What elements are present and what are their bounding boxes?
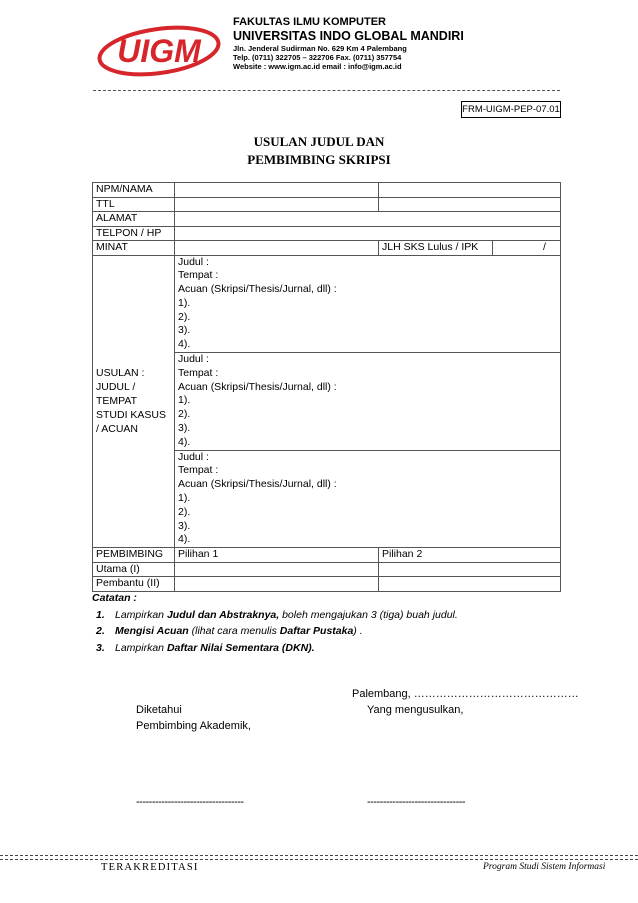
- header-divider: [93, 90, 560, 91]
- row-telpon: [93, 226, 561, 241]
- field-alamat[interactable]: [175, 212, 561, 227]
- sig-right-1: Yang mengusulkan,: [367, 704, 464, 716]
- row-utama: [93, 562, 561, 577]
- footer-divider: [0, 855, 638, 860]
- judul-label: Judul :: [178, 450, 209, 463]
- acuan-label: Acuan (Skripsi/Thesis/Jurnal, dll) :: [178, 478, 337, 491]
- field-npm[interactable]: [175, 183, 379, 198]
- footer-accreditation: TERAKREDITASI: [101, 862, 199, 873]
- sig-left-1: Diketahui: [136, 704, 182, 716]
- tempat-label: Tempat :: [178, 464, 219, 477]
- phone: Telp. (0711) 322705 – 322706 Fax. (0711) 357754: [233, 53, 402, 63]
- label-sks: JLH SKS Lulus / IPK: [379, 241, 493, 255]
- field-nama[interactable]: [379, 183, 561, 198]
- acuan-item: 3).: [178, 324, 191, 337]
- sig-left-line: ----------------------------------: [136, 796, 244, 808]
- row-npm: [93, 183, 561, 198]
- tempat-label: Tempat :: [178, 366, 219, 379]
- note-item: [92, 640, 458, 657]
- university-name: UNIVERSITAS INDO GLOBAL MANDIRI: [233, 29, 464, 44]
- title-line-1: USULAN JUDUL DAN: [253, 134, 385, 149]
- acuan-item: 3).: [178, 422, 191, 435]
- header-pilihan-2: Pilihan 2: [379, 548, 561, 563]
- note-bold: Daftar Nilai Sementara (DKN).: [166, 641, 315, 654]
- sig-right-line: -------------------------------: [367, 796, 466, 808]
- row-pembimbing: [93, 548, 561, 563]
- note-text: boleh mengajukan 3 (tiga) buah judul.: [279, 608, 458, 621]
- row-minat: [93, 241, 561, 256]
- label-alamat: ALAMAT: [93, 212, 175, 227]
- row-alamat: [93, 212, 561, 227]
- note-text: Lampirkan: [115, 641, 167, 654]
- label-telpon: TELPON / HP: [93, 226, 175, 241]
- acuan-item: 4).: [178, 435, 191, 448]
- field-sks-ipk[interactable]: [379, 241, 561, 256]
- acuan-item: 3).: [178, 519, 191, 532]
- proposal-block-1[interactable]: [175, 255, 561, 353]
- judul-label: Judul :: [178, 255, 209, 268]
- row-usulan-1: [93, 255, 561, 353]
- note-item: [92, 623, 458, 640]
- acuan-item: 1).: [178, 394, 191, 407]
- acuan-label: Acuan (Skripsi/Thesis/Jurnal, dll) :: [178, 283, 337, 296]
- acuan-item: 4).: [178, 533, 191, 546]
- acuan-item: 2).: [178, 408, 191, 421]
- label-utama: Utama (I): [93, 562, 175, 577]
- note-text: (lihat cara menulis: [188, 625, 280, 637]
- usulan-label-line: STUDI KASUS: [96, 409, 167, 422]
- label-npm: NPM/NAMA: [93, 183, 175, 198]
- note-bold: Daftar Pustaka: [279, 625, 354, 637]
- acuan-item: 1).: [178, 296, 191, 309]
- note-item: [92, 607, 458, 624]
- notes-section: [92, 590, 458, 656]
- usulan-label-line: JUDUL /: [96, 381, 136, 394]
- label-pembimbing: PEMBIMBING: [93, 548, 175, 563]
- field-utama-1[interactable]: [175, 562, 379, 577]
- place-date: Palembang, ………………………………………: [352, 688, 579, 700]
- label-ttl: TTL: [93, 197, 175, 212]
- proposal-block-2[interactable]: [175, 353, 561, 451]
- address: Jln. Jenderal Sudirman No. 629 Km 4 Palembang: [233, 44, 407, 54]
- notes-label: Catatan :: [92, 592, 137, 604]
- note-number: 2.: [96, 625, 105, 637]
- title-line-2: PEMBIMBING SKRIPSI: [247, 152, 391, 167]
- logo-text: UIGM: [117, 33, 201, 69]
- uigm-logo: [96, 20, 222, 82]
- acuan-label: Acuan (Skripsi/Thesis/Jurnal, dll) :: [178, 380, 337, 393]
- field-ttl-place[interactable]: [175, 197, 379, 212]
- field-ttl-date[interactable]: [379, 197, 561, 212]
- field-utama-2[interactable]: [379, 562, 561, 577]
- usulan-label-line: TEMPAT: [96, 395, 138, 408]
- label-pembantu: Pembantu (II): [93, 577, 175, 592]
- proposal-block-3[interactable]: [175, 450, 561, 548]
- sig-left-2: Pembimbing Akademik,: [136, 720, 251, 732]
- label-usulan: [93, 255, 175, 548]
- note-number: 1.: [96, 608, 105, 621]
- acuan-item: 4).: [178, 338, 191, 351]
- row-ttl: [93, 197, 561, 212]
- label-minat: MINAT: [93, 241, 175, 256]
- acuan-item: 2).: [178, 505, 191, 518]
- footer-program: Program Studi Sistem Informasi: [483, 862, 606, 872]
- sks-ipk-separator: /: [543, 241, 546, 253]
- website: Website : www.igm.ac.id email : info@igm.ac.id: [233, 62, 402, 72]
- note-number: 3.: [96, 641, 105, 654]
- note-bold: Judul dan Abstraknya,: [166, 608, 280, 621]
- header-pilihan-1: Pilihan 1: [175, 548, 379, 563]
- usulan-label-line: / ACUAN: [96, 423, 139, 436]
- form-code: FRM-UIGM-PEP-07.01: [461, 101, 561, 118]
- letterhead: [233, 16, 464, 71]
- note-bold: Mengisi Acuan: [115, 625, 189, 637]
- acuan-item: 1).: [178, 492, 191, 505]
- field-telpon[interactable]: [175, 226, 561, 241]
- note-text: Lampirkan: [115, 608, 167, 621]
- note-text: ) .: [353, 625, 363, 637]
- usulan-label-line: USULAN :: [96, 367, 145, 380]
- acuan-item: 2).: [178, 310, 191, 323]
- proposal-form-table: [92, 182, 561, 592]
- field-minat[interactable]: [175, 241, 379, 256]
- faculty-name: FAKULTAS ILMU KOMPUTER: [233, 16, 386, 28]
- tempat-label: Tempat :: [178, 269, 219, 282]
- judul-label: Judul :: [178, 353, 209, 366]
